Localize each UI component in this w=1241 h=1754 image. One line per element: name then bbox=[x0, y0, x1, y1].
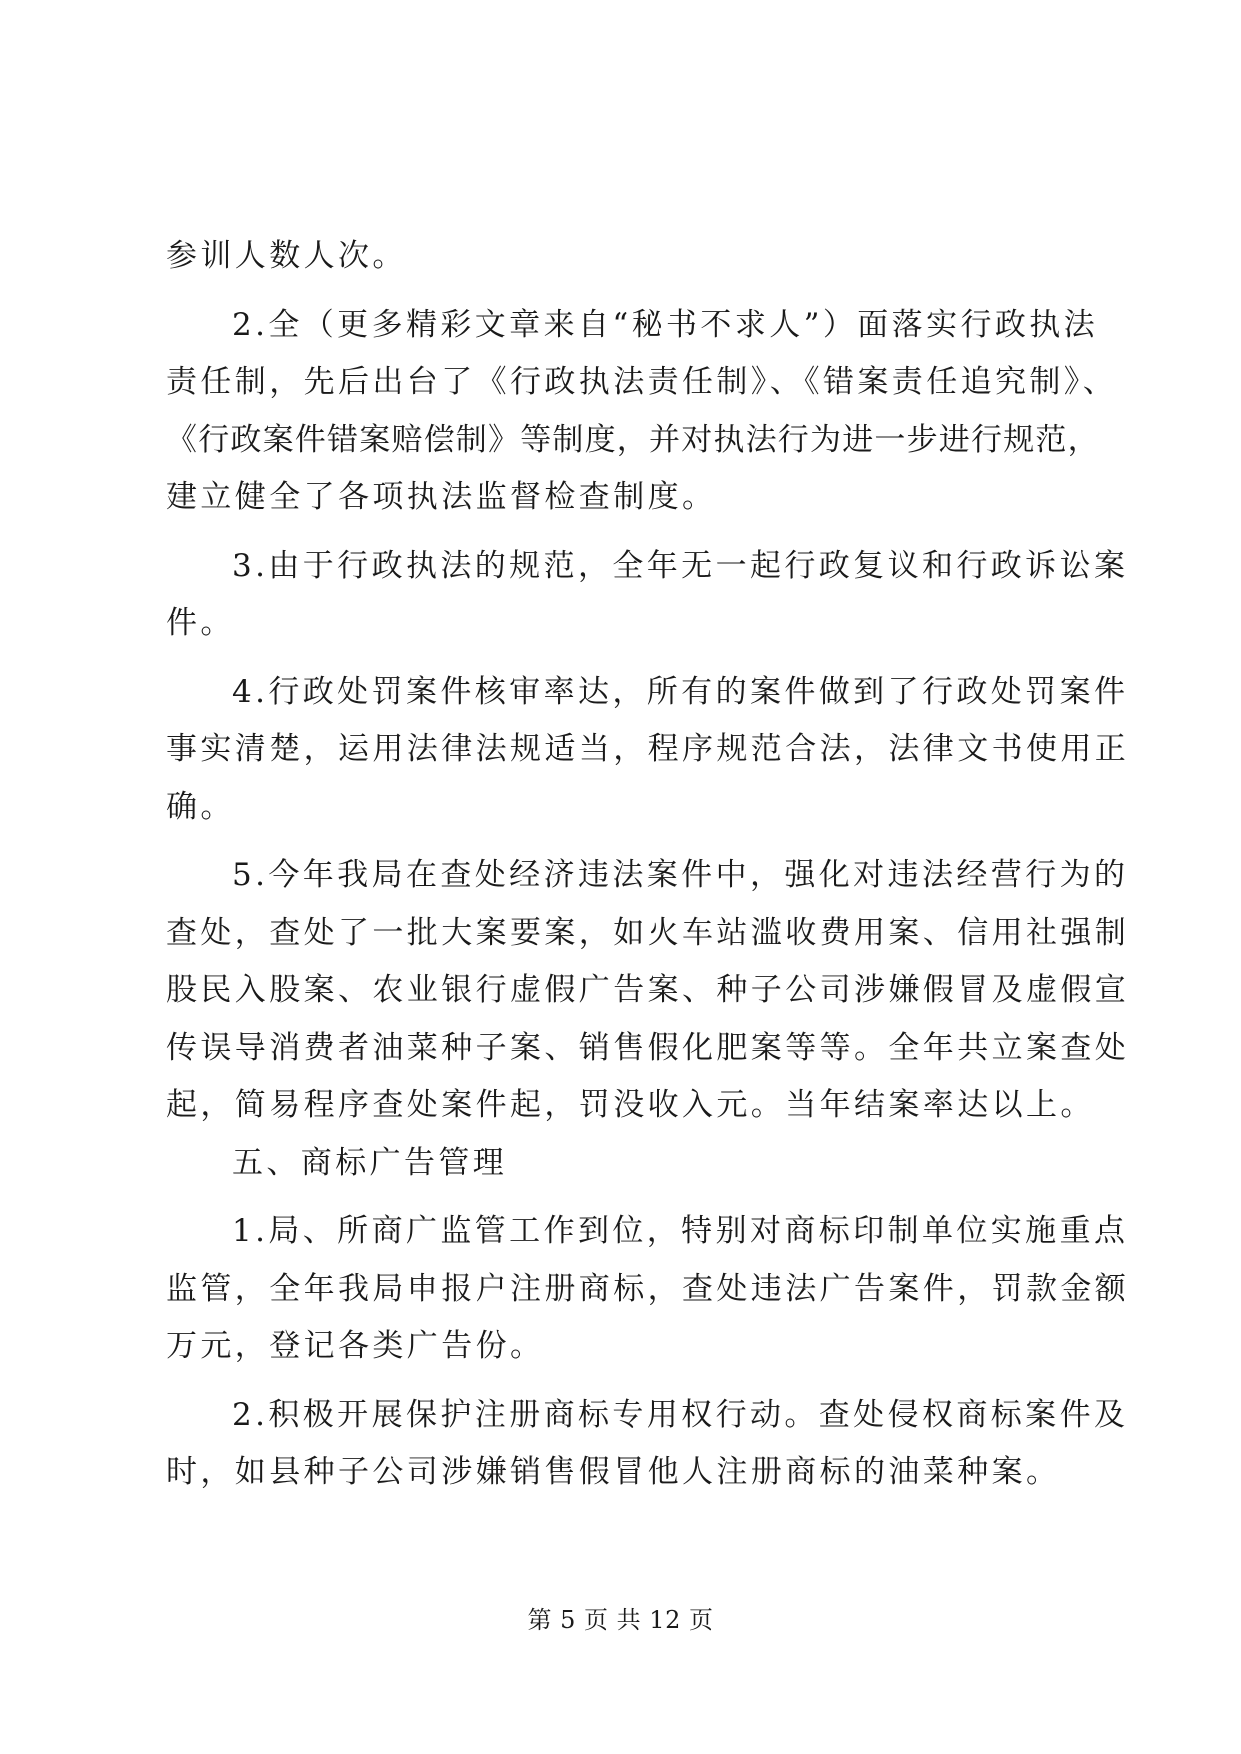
text-line: 件。 bbox=[166, 605, 235, 641]
paragraph-6-line-1: 1.局、所商广监管工作到位，特别对商标印制单位实施重点 bbox=[232, 1213, 1129, 1249]
text-line: 传误导消费者油菜种子案、销售假化肥案等等。全年共立案查处 bbox=[166, 1029, 1130, 1066]
text-line: 事实清楚，运用法律法规适当，程序规范合法，法律文书使用正 bbox=[166, 731, 1130, 767]
page-footer: 第 5 页 共 12 页 bbox=[527, 1606, 714, 1634]
text-line: 建立健全了各项执法监督检查制度。 bbox=[166, 479, 717, 515]
text-line: 时，如县种子公司涉嫌销售假冒他人注册商标的油菜种案。 bbox=[166, 1454, 1061, 1490]
paragraph-2-line-1: 2.全（更多精彩文章来自“秘书不求人”）面落实行政执法 bbox=[232, 306, 1099, 343]
text-line: 参训人数人次。 bbox=[166, 238, 407, 274]
text-line: 万元，登记各类广告份。 bbox=[166, 1328, 545, 1364]
paragraph-4-line-1: 4.行政处罚案件核审率达，所有的案件做到了行政处罚案件 bbox=[232, 673, 1129, 710]
text-line: 确。 bbox=[166, 788, 235, 825]
text-line: 起，简易程序查处案件起，罚没收入元。当年结案率达以上。 bbox=[166, 1087, 1095, 1123]
text-line: 监管，全年我局申报户注册商标，查处违法广告案件，罚款金额 bbox=[166, 1270, 1130, 1307]
text-line: 责任制，先后出台了《行政执法责任制》、《错案责任追究制》、 bbox=[166, 364, 1118, 400]
text-line: 《行政案件错案赔偿制》等制度，并对执法行为进一步进行规范， bbox=[166, 421, 1100, 458]
document-body bbox=[166, 228, 1130, 1502]
text-line: 股民入股案、农业银行虚假广告案、种子公司涉嫌假冒及虚假宣 bbox=[166, 972, 1130, 1008]
paragraph-5-line-1: 5.今年我局在查处经济违法案件中，强化对违法经营行为的 bbox=[232, 857, 1129, 893]
section-heading: 五、商标广告管理 bbox=[232, 1144, 508, 1181]
text-line: 查处，查处了一批大案要案，如火车站滥收费用案、信用社强制 bbox=[166, 914, 1130, 951]
paragraph-3-line-1: 3.由于行政执法的规范，全年无一起行政复议和行政诉讼案 bbox=[232, 547, 1129, 584]
paragraph-7-line-1: 2.积极开展保护注册商标专用权行动。查处侵权商标案件及 bbox=[232, 1396, 1129, 1433]
